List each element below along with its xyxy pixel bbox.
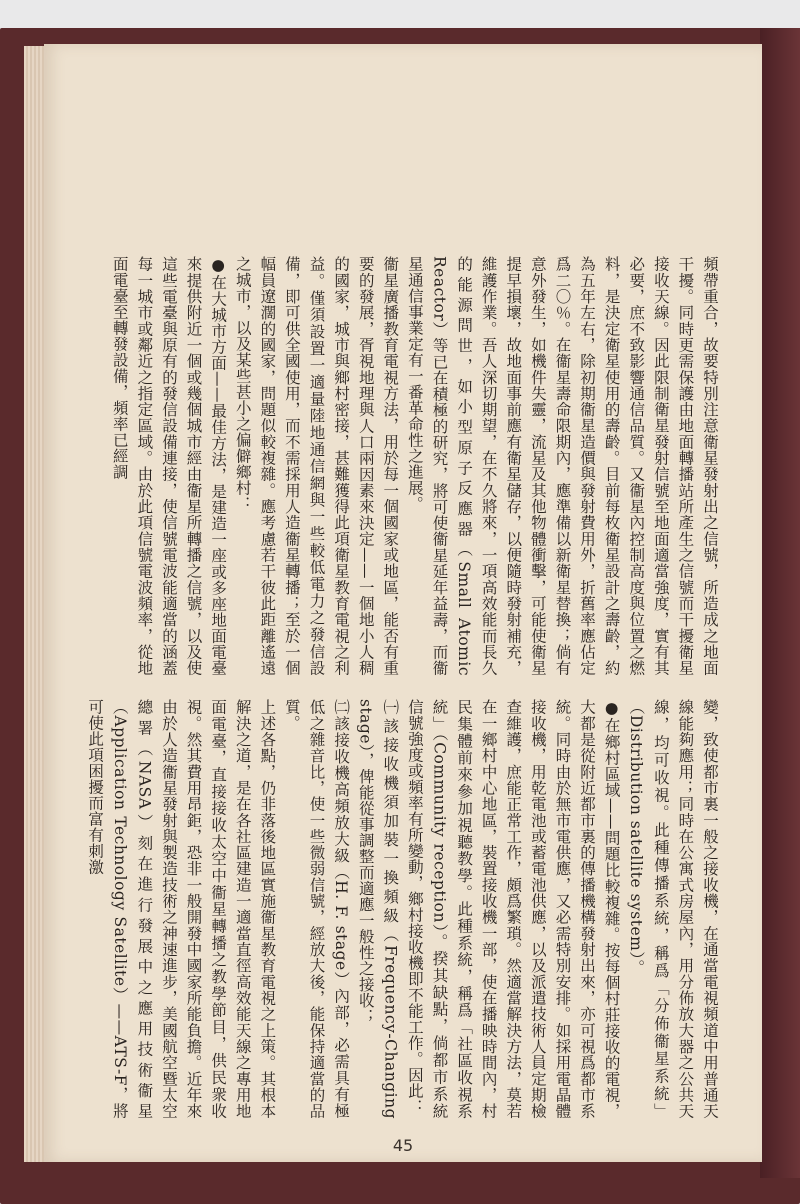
page-number: 45 xyxy=(392,1136,414,1155)
book-page xyxy=(44,44,762,1162)
paragraph-conclusion: 上述各點，仍非落後地區實施衞星教育電視之上策。其根本解決之道，是在各社區建造一適當直徑高效能天線之專用地面電臺，直接接收太空中衞星轉播之教學節目，供民衆收視。然其費用昂鉅，恐非一般開發中國家所能負擔。近年來由於人造衞星發射與製造技術之神速進步，美國航空暨太空總署（NASA）刻在進行發展中之應用技術衞星（Application Technology Satellite）——ATS-F，將可使此項困擾而富有刺激 xyxy=(86,699,277,1119)
paragraph-rural-area: ●在鄉村區域——問題比較複雜。按每個村莊接收的電視，大都是從附近都市裏的傳播機構發射出來，亦可視爲都市系統。同時由於無市電供應，又必需特別安排。如採用電晶體接收機，用乾電池或蓄電池供應，以及派遣技術人員定期檢查維護，庶能正常工作，頗爲繁瑣。然適當解決方法，莫若在一鄉村中心地區，裝置接收機一部，使在播映時間內，村民集體前來參加視聽教學。此種系統，稱爲「社區收視系統」（Community reception）。揆其缺點，倘都市系統信號強度或頻率有所變動，鄉村接收機即不能工作。因此： xyxy=(405,699,621,1119)
paragraph-big-city: ●在大城市方面——最佳方法，是建造一座或多座地面電臺來提供附近一個或幾個城市經由衞星所轉播之信號，以及使這些電臺與原有的發信設備連接，使信號電波能適當的涵蓋每一城市或鄰近之指定區域。由於此項信號電波頻率，從地面電臺至轉發設備，頻率已經調 xyxy=(110,256,228,676)
paragraph-interference: 頻帶重合，故要特別注意衛星發射出之信號，所造成之地面干擾。同時更需保護由地面轉播站所產生之信號而干擾衛星接收天線。因此限制衛星發射信號至地面適當強度，實有其必要，庶不致影響通信品質。又衞星內控制高度與位置之燃料，是決定衛星使用的壽齡。目前每枚衛星設計之壽齡，約為五年左右，除初期衞星造價與發射費用外，折舊率應佔定爲二〇％。在衞星壽命限期內，應準備以新衛星替換；倘有意外發生，如機件失靈，流星及其他物體衝擊，可能使衛星提早損壞，故地面事前應有衛星儲存，以便隨時發射補充，維護作業。吾人深切期望，在不久將來，一項高效能而長久的能源問世，如小型原子反應器（Small Atomic Reactor）等已在積極的研究，將可使衞星延年益壽，而衞星通信事業定有一番革命性之進展。 xyxy=(405,256,719,676)
bottom-text-block xyxy=(86,699,722,1119)
paragraph-frequency-changing: ㈠該接收機須加裝一換頻級（Frequency-Changing stage），俾能從事調整而適應一般性之接收； xyxy=(356,699,400,1119)
paragraph-distribution-system: 變，致使都市裏一般之接收機，在通當電視頻道中用普通天線能夠應用；同時在公寓式房屋內，用分佈放大器之公共天線，均可收視。此種傳播系統，稱爲「分佈衞星系統」（Distribution satellite system）。 xyxy=(627,699,719,1119)
paragraph-hf-stage: ㈡該接收機高頻放大級（H. F. stage）內部，必需具有極低之雜音比，使一些微弱信號，經放大後，能保持適當的品質。 xyxy=(282,699,351,1119)
cover-spine-shadow xyxy=(760,28,800,1178)
top-text-block xyxy=(110,256,722,676)
paragraph-broadcast-methods: 衞星廣播教育電視方法，用於每一個國家或地區，能否有重要的發展，胥視地理與人口兩因素來決定——一個地小人稠的國家，城市與鄉村密接，甚難獲得此項衛星教育電視之利益。僅須設置一適量陸地通信網與一些較低電力之發信設備，即可供全國使用，而不需採用人造衞星轉播；至於一個幅員遼濶的國家，問題似較複雜。應考慮若干彼此距離遙遠之城市，以及某些甚小之偏僻鄉村： xyxy=(233,256,400,676)
